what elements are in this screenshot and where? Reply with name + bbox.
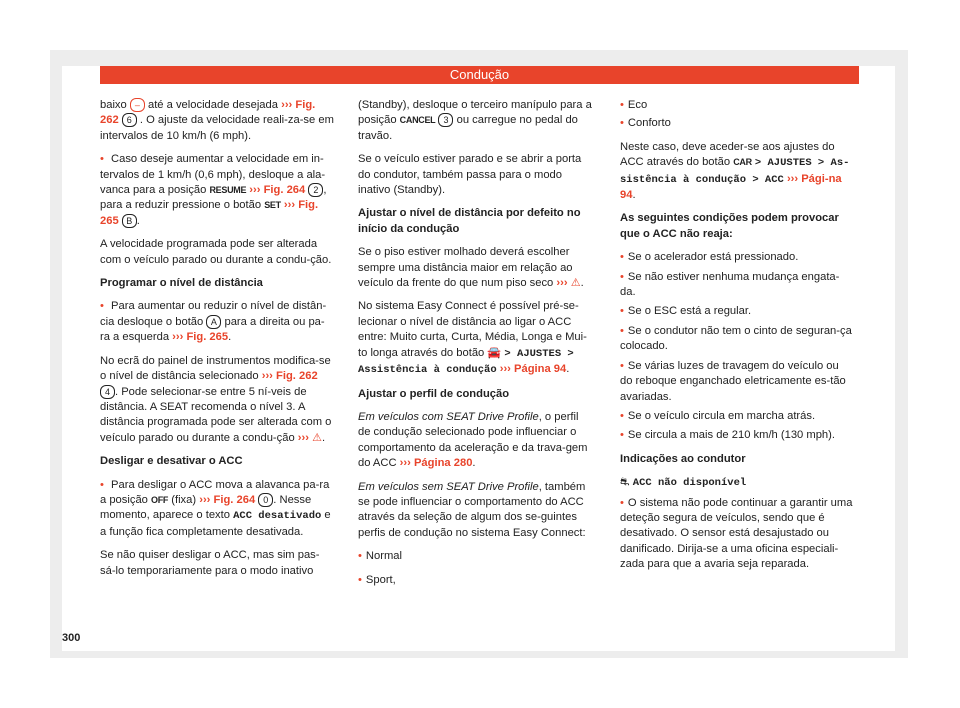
callout-badge: A [206,315,221,329]
subheading: Indicações ao condutor [620,452,746,465]
list-item: • O sistema não pode continuar a garantir uma deteção segura de veículos, sendo que é desativado. O sensor está desajustado ou danificado. Dirija-se a uma oficina especiali-zada para que a avaria seja reparada. [620,496,854,573]
list-item: • Eco [620,98,854,113]
column-1 [100,98,334,587]
off-button-label: OFF [151,494,169,505]
list-item: • Sport, [358,573,592,588]
column-2 [358,98,592,596]
page-link[interactable]: ››› Página 280 [399,457,473,470]
page-link[interactable]: ››› Página 94 [499,363,567,376]
list-item: • Se não estiver nenhuma mudança engata-da. [620,270,854,301]
paragraph: A velocidade programada pode ser alterada com o veículo parado ou durante a condu-ção. [100,238,332,266]
figure-link[interactable]: ››› Fig. 262 [100,99,316,127]
list-item: • Se várias luzes de travagem do veículo ou do reboque enganchado eletricamente es-tão avariadas. [620,359,854,405]
warning-link[interactable]: ››› [297,431,309,444]
list-item: • Se o veículo circula em marcha atrás. [620,409,854,424]
list-item: • Se circula a mais de 210 km/h (130 mph). [620,428,854,443]
warning-icon: ⚠ [312,431,322,444]
menu-path: > AJUSTES > As-sistência à condução > ACC [620,157,850,186]
list-item: • Para desligar o ACC mova a alavanca pa-ra a posição OFF (fixa) ››› Fig. 264 0 . Nesse momento, aparece o texto ACC desativado e a função fica completamente desativada. [100,478,334,541]
subheading: Desligar e desativar o ACC [100,455,243,468]
callout-badge: 2 [308,183,323,197]
paragraph: baixo – até a velocidade desejada ››› Fig. 262 6 . O ajuste da velocidade reali-za-se em intervalos de 10 km/h (6 mph). [100,99,334,142]
paragraph: Em veículos com SEAT Drive Profile, o perfil de condução selecionado pode influenciar o comportamento da aceleração e da trava-gem do ACC ››› Página 280. [358,410,588,470]
paragraph: Se o piso estiver molhado deverá escolher sempre uma distância maior em relação ao veículo da frente do que num piso seco ››› ⚠. [358,246,584,290]
acc-warning-icon: ⛐ [620,476,630,489]
callout-badge: B [122,214,137,228]
paragraph: (Standby), desloque o terceiro manípulo para a posição CANCEL 3 ou carregue no pedal do travão. [358,99,592,142]
display-message: ACC não disponível [632,477,747,490]
list-item: • Se o ESC está a regular. [620,304,854,319]
paragraph: Em veículos sem SEAT Drive Profile, também se pode influenciar o comportamento do ACC através da seleção de algum dos se-guintes perfis de condução no sistema Easy Connect: [358,480,586,539]
paragraph: Se o veículo estiver parado e se abrir a porta do condutor, também passa para o modo inativo (Standby). [358,153,582,197]
callout-badge: 4 [100,385,115,399]
list-item: • Normal [358,549,592,564]
list-item: • Para aumentar ou reduzir o nível de distân-cia desloque o botão A para a direita ou pa-ra a esquerda ››› Fig. 265. [100,299,334,345]
list-item: • Conforto [620,116,854,131]
callout-badge: 0 [258,493,273,507]
list-item: • Se o condutor não tem o cinto de seguran-ça colocado. [620,324,854,355]
list-item: • Se o acelerador está pressionado. [620,250,854,265]
figure-link[interactable]: ››› Fig. 264 [249,184,306,197]
figure-link[interactable]: ››› Fig. 262 [261,370,318,383]
section-header: Condução [100,66,859,84]
paragraph: No sistema Easy Connect é possível pré-se-lecionar o nível de distância ao ligar o ACC entre: Muito curta, Curta, Média, Longa e Mui-to longa através do botão 🚘 > AJUSTES > Assistência à condução ››› Página 94. [358,300,587,377]
car-menu-icon: 🚘 [487,346,502,359]
page-link[interactable]: ››› Pági-na 94 [620,172,842,202]
subheading: As seguintes condições podem provocar que o ACC não reaja: [620,212,839,240]
subheading: Ajustar o perfil de condução [358,387,510,400]
warning-icon: ⚠ [570,277,581,290]
set-button-label: SET [264,200,281,211]
callout-badge: 3 [438,113,453,127]
figure-link[interactable]: ››› Fig. 265 [172,331,229,344]
paragraph: Se não quiser desligar o ACC, mas sim pas-sá-lo temporariamente para o modo inativo [100,549,320,577]
menu-path: > AJUSTES > Assistência à condução [358,347,574,377]
subheading: Ajustar o nível de distância por defeito no início da condução [358,207,581,235]
car-button-label: CAR [733,157,752,168]
warning-link[interactable]: ››› [556,277,568,290]
cancel-button-label: CANCEL [399,115,436,126]
resume-button-label: RESUME [209,185,247,196]
column-3 [620,98,854,581]
minus-badge: – [130,98,145,112]
paragraph: Neste caso, deve aceder-se aos ajustes do ACC através do botão CAR > AJUSTES > As-sistência à condução > ACC ››› Pági-na 94. [620,140,850,202]
callout-badge: 6 [122,113,137,127]
figure-link[interactable]: ››› Fig. 265 [100,199,319,227]
driver-message [620,475,854,491]
paragraph: No ecrã do painel de instrumentos modifica-se o nível de distância selecionado ››› Fig. 262 4 . Pode selecionar-se entre 5 ní-veis de distância. A SEAT recomenda o nível 3. A distância programada pode ser alterada com o veículo parado ou durante a condu-ção ››› ⚠. [100,354,332,444]
subheading: Programar o nível de distância [100,277,263,290]
display-message: ACC desativado [233,510,322,523]
page-number: 300 [62,632,81,644]
list-item: • Caso deseje aumentar a velocidade em in-tervalos de 1 km/h (0,6 mph), desloque a ala-vanca para a posição RESUME ››› Fig. 264 2 , para a reduzir pressione o botão SET ››› Fig. 265 B . [100,152,334,229]
figure-link[interactable]: ››› Fig. 264 [199,493,256,506]
